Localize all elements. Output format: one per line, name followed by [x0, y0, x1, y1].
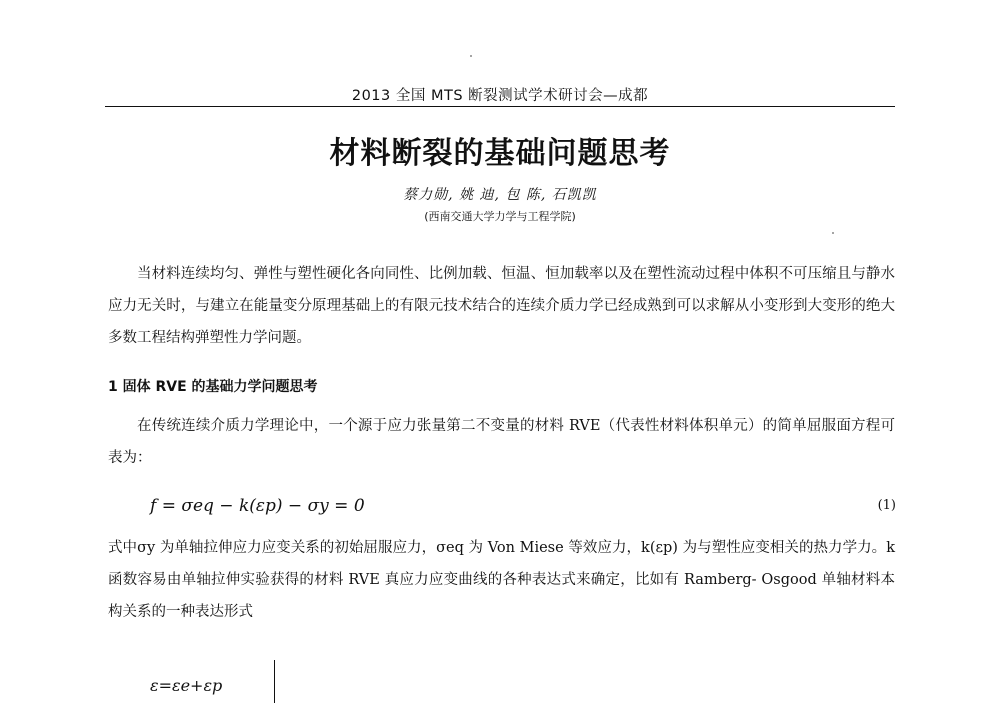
scan-speck [470, 55, 472, 57]
author-list: 蔡力勋, 姚 迪, 包 陈, 石凯凯 [403, 187, 597, 203]
section1-paragraph: 在传统连续介质力学理论中，一个源于应力张量第二不变量的材料 RVE（代表性材料体积单元）的简单屈服面方程可表为： [108, 418, 895, 466]
running-head: 2013 全国 MTS 断裂测试学术研讨会—成都 [351, 88, 649, 104]
yield-equation: f = σeq − k(εp) − σy = 0 [150, 496, 365, 516]
equation-brace [274, 660, 275, 703]
strain-equation: ε=εe+εp [150, 676, 223, 695]
explanation-paragraph: 式中σy 为单轴拉伸应力应变关系的初始屈服应力，σeq 为 Von Miese 等效应力，k(εp) 为与塑性应变相关的热力学力。k 函数容易由单轴拉伸实验获得的材料 RVE 真应力应变曲线的各种表达式来确定，比如有 Ramberg- Osgood 单轴材料本构关系的一种表达形式 [108, 540, 895, 620]
section-heading: 1 固体 RVE 的基础力学问题思考 [108, 379, 318, 395]
affiliation: (西南交通大学力学与工程学院) [424, 210, 576, 223]
header-rule [105, 106, 895, 107]
equation-number: (1) [877, 498, 896, 513]
intro-paragraph: 当材料连续均匀、弹性与塑性硬化各向同性、比例加载、恒温、恒加载率以及在塑性流动过程中体积不可压缩且与静水应力无关时，与建立在能量变分原理基础上的有限元技术结合的连续介质力学已经成熟到可以求解从小变形到大变形的绝大多数工程结构弹塑性力学问题。 [108, 266, 895, 346]
scan-speck [832, 232, 834, 234]
paper-title: 材料断裂的基础问题思考 [329, 136, 671, 171]
